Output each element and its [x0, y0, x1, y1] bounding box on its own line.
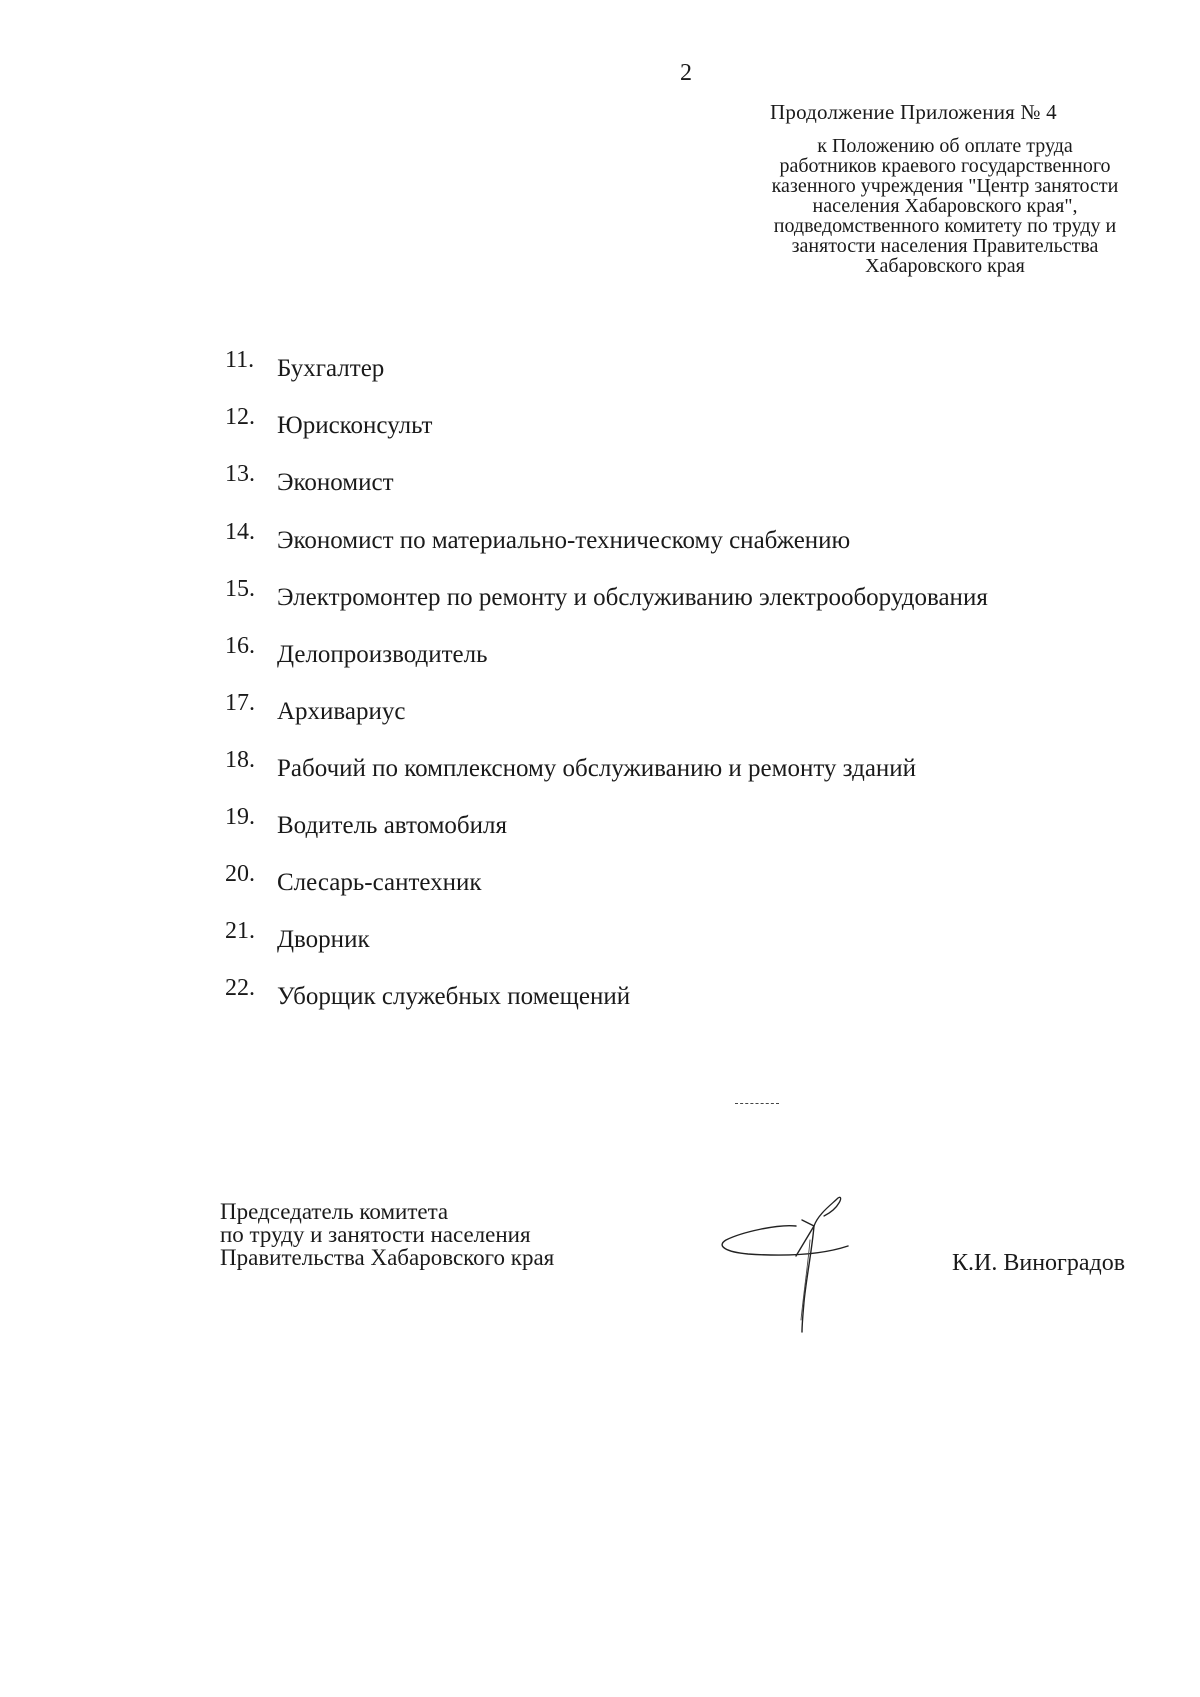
position-label: Экономист по материально-техническому снабжению	[277, 527, 851, 554]
signatory-name: К.И. Виноградов	[952, 1250, 1126, 1276]
page-number: 2	[680, 60, 692, 86]
position-number: 19.	[225, 804, 255, 830]
position-number: 11.	[225, 347, 255, 373]
appendix-subtitle-line: к Положению об оплате труда	[817, 135, 1073, 157]
appendix-subtitle-line: казенного учреждения "Центр занятости	[771, 175, 1119, 197]
appendix-subtitle-line: занятости населения Правительства	[791, 235, 1099, 257]
position-number: 16.	[225, 633, 255, 659]
appendix-title: Продолжение Приложения № 4	[770, 100, 1057, 124]
appendix-subtitle-line: Хабаровского края	[865, 255, 1025, 277]
appendix-subtitle-line: населения Хабаровского края",	[812, 195, 1078, 217]
position-number: 14.	[225, 519, 255, 545]
position-number: 22.	[225, 975, 255, 1001]
signatory-title-line: по труду и занятости населения	[220, 1222, 531, 1247]
position-number: 15.	[225, 576, 255, 602]
handwritten-signature	[718, 1190, 868, 1340]
appendix-subtitle-line: подведомственного комитету по труду и	[773, 215, 1117, 237]
position-label: Экономист	[277, 469, 394, 496]
position-label: Дворник	[277, 926, 370, 953]
position-number: 12.	[225, 404, 255, 430]
position-label: Рабочий по комплексному обслуживанию и ремонту зданий	[277, 755, 917, 782]
position-label: Бухгалтер	[277, 355, 385, 382]
signatory-title-line: Председатель комитета	[220, 1199, 449, 1224]
appendix-subtitle	[715, 136, 1175, 276]
position-number: 13.	[225, 461, 255, 487]
position-label: Делопроизводитель	[277, 641, 488, 668]
appendix-subtitle-line: работников краевого государственного	[779, 155, 1111, 177]
position-label: Юрисконсульт	[277, 412, 433, 439]
position-label: Уборщик служебных помещений	[277, 983, 631, 1010]
position-number: 18.	[225, 747, 255, 773]
position-number: 17.	[225, 690, 255, 716]
position-label: Слесарь-сантехник	[277, 869, 482, 896]
dashed-separator	[735, 1103, 779, 1104]
position-number: 20.	[225, 861, 255, 887]
position-label: Архивариус	[277, 698, 406, 725]
position-number: 21.	[225, 918, 255, 944]
signatory-title-line: Правительства Хабаровского края	[220, 1245, 555, 1270]
position-label: Электромонтер по ремонту и обслуживанию электрооборудования	[277, 584, 988, 611]
position-label: Водитель автомобиля	[277, 812, 507, 839]
signatory-title	[220, 1200, 554, 1269]
